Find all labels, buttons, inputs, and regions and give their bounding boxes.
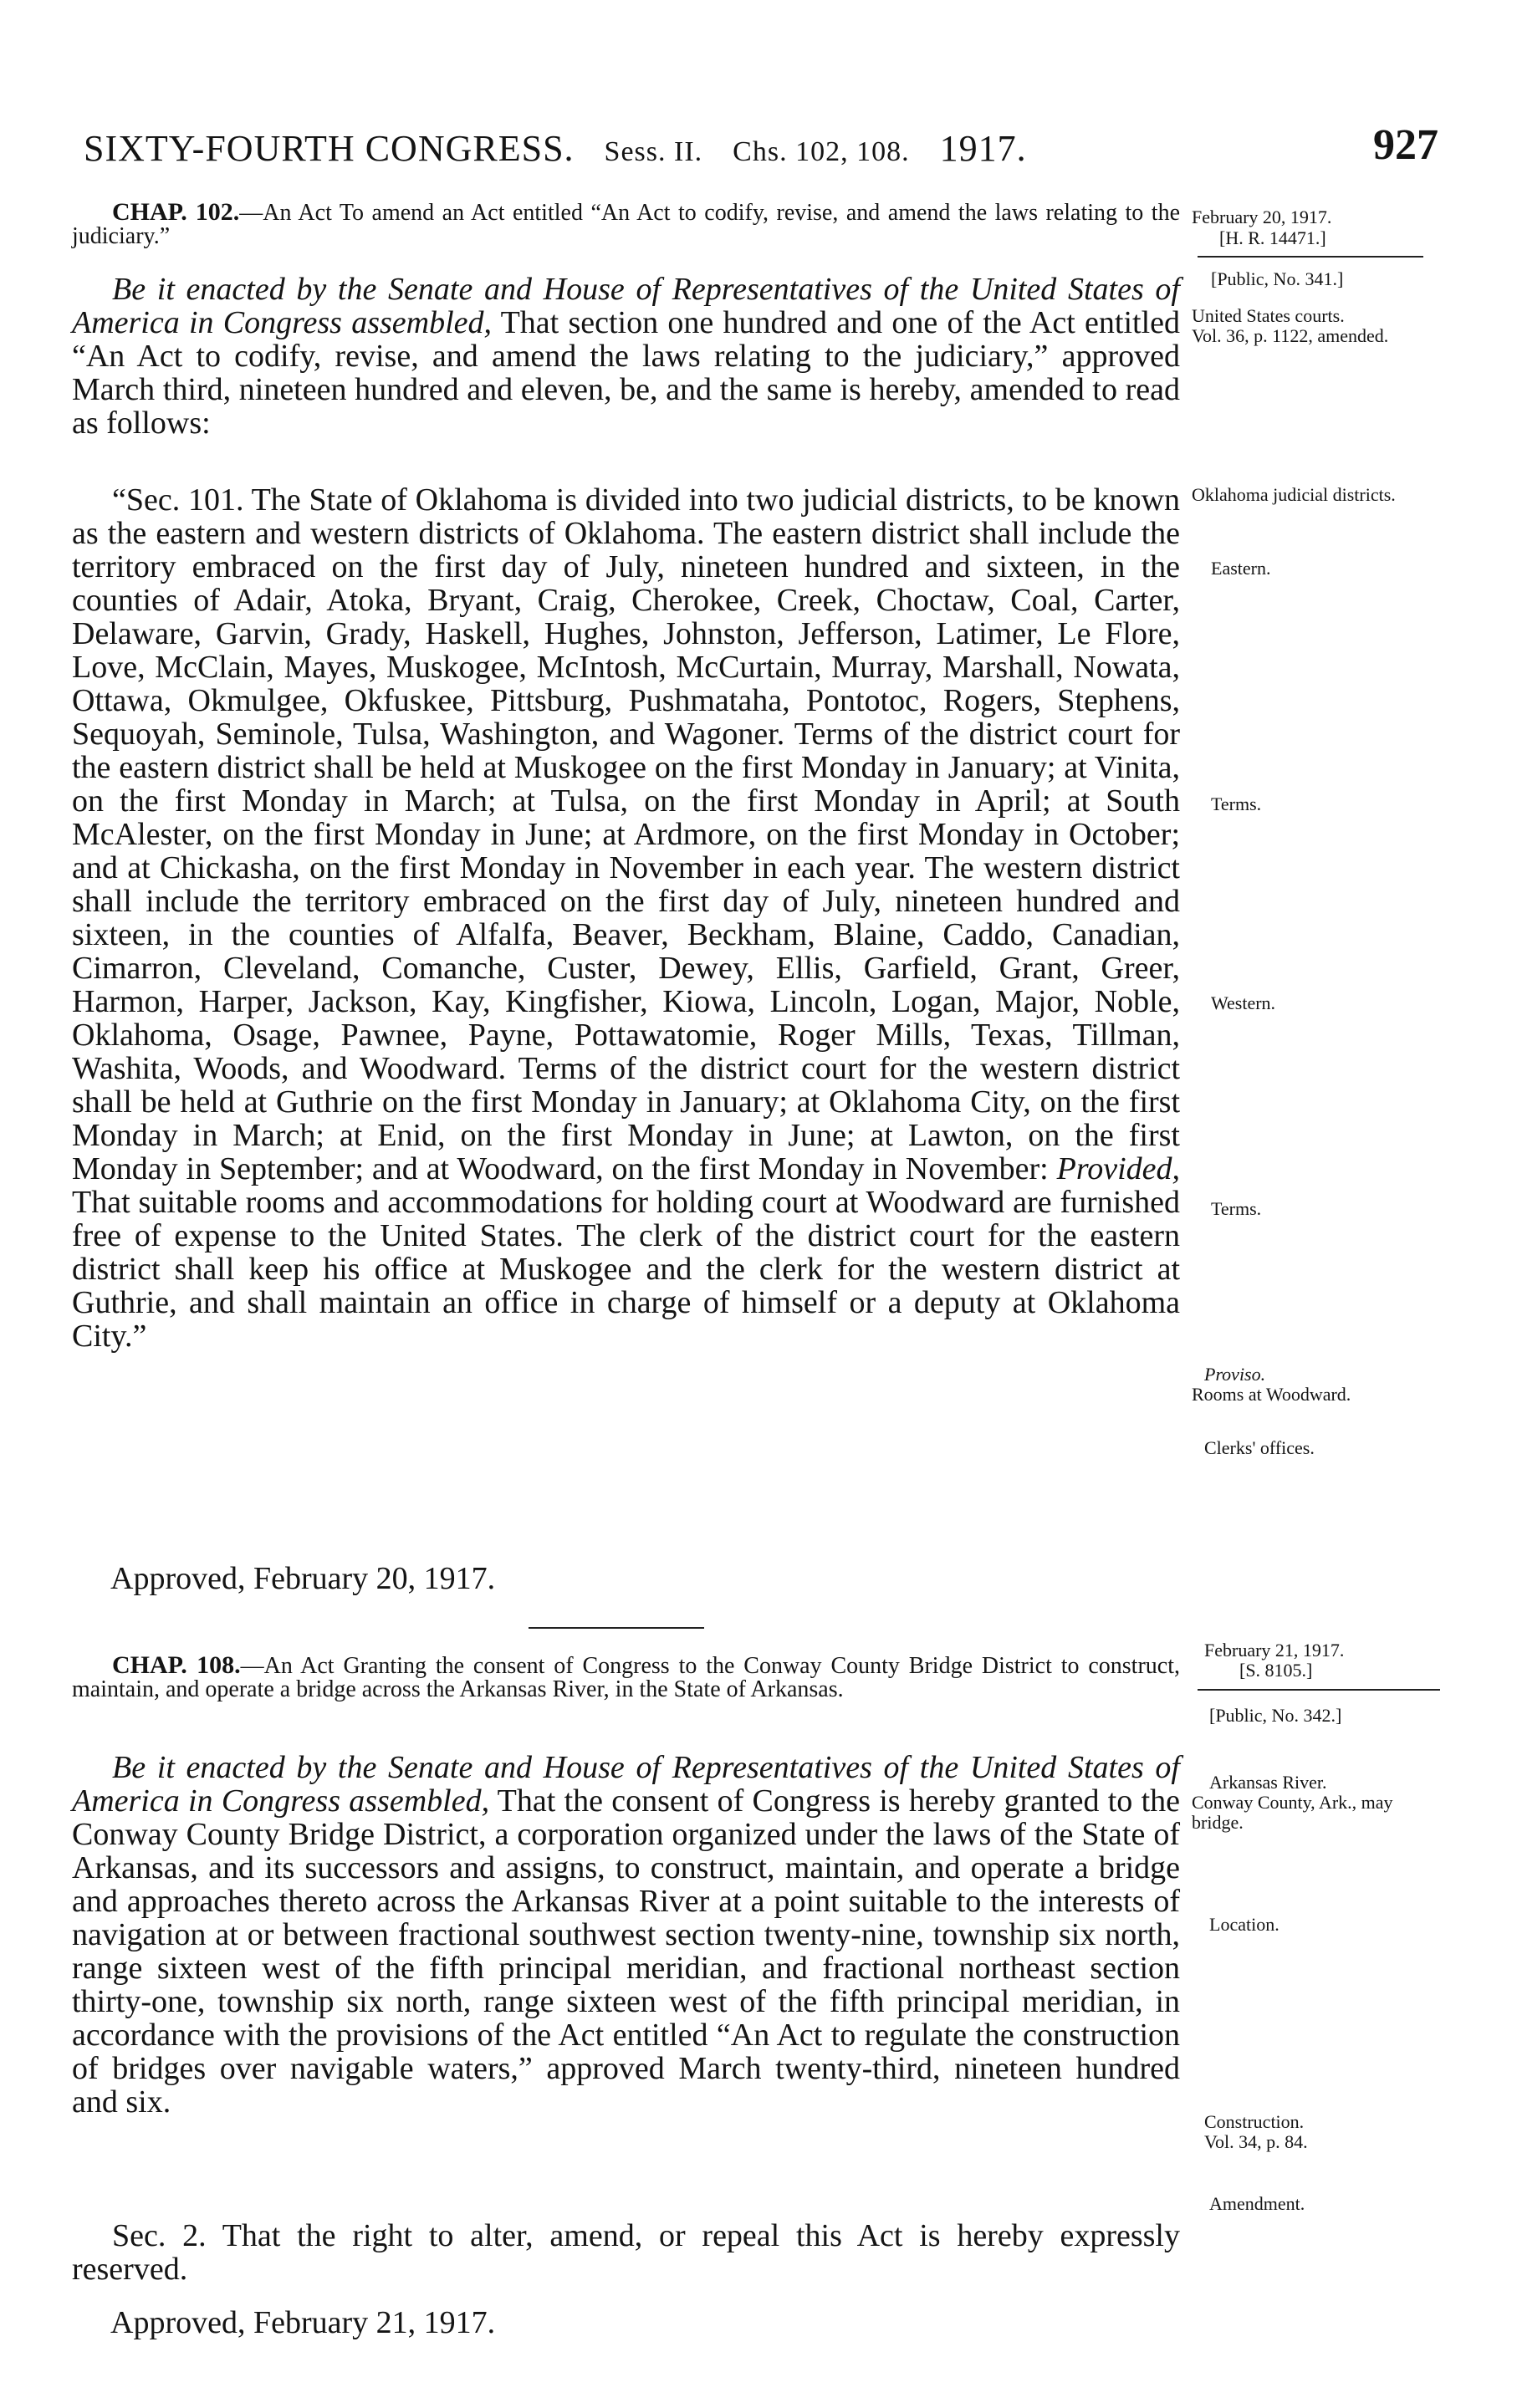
margin-eastern: Eastern. [1211, 558, 1271, 579]
chap102-body-end: That suitable rooms and accommodations for holding court at Woodward are furnished free of expense to the United States. The clerk of the district court for the eastern district shall keep his office at Muskogee and the clerk for the western district at Guthrie, and shall maintain an office in charge of himself or a deputy at Oklahoma City.” [72, 1185, 1180, 1354]
chap102-margin-rule [1198, 256, 1423, 258]
chap102-margin-public: [Public, No. 341.] [1211, 268, 1344, 289]
margin-arkansas-river: Arkansas River. [1209, 1772, 1327, 1793]
margin-terms-1: Terms. [1211, 793, 1262, 814]
margin-construction: Construction. [1204, 2111, 1305, 2132]
running-head-session: Sess. II. [604, 136, 703, 167]
chap108-approved: Approved, February 21, 1917. [110, 2305, 496, 2340]
chap108-margin-date: February 21, 1917. [1204, 1640, 1345, 1661]
chap102-enacting-text: That section one hundred and one of the Act entitled “An Act to codify, revise, and amend the laws relating to the judiciary,” approved March third, nineteen hundred and eleven, be, and the same is hereby, amended to read as follows: [72, 305, 1181, 441]
chap102-margin-bill: [H. R. 14471.] [1219, 227, 1326, 248]
chap108-margin-bill: [S. 8105.] [1239, 1660, 1313, 1681]
margin-united-states-courts: United States courts. [1192, 305, 1345, 326]
chap108-enacting-italic: Be it enacted by the Senate and House of Representatives of the United States of America in Congress assembled, [72, 1750, 1180, 1819]
margin-proviso [1204, 1365, 1463, 1385]
chap108-margin-public: [Public, No. 342.] [1209, 1705, 1342, 1726]
chap102-enacting-italic: Be it enacted by the Senate and House of Representatives of the United States of America in Congress assembled, [72, 272, 1180, 340]
running-head-congress: SIXTY-FOURTH CONGRESS. [84, 128, 575, 169]
margin-terms-2: Terms. [1211, 1198, 1262, 1219]
chap102-enacting-clause [72, 273, 1180, 440]
chap102-label: CHAP. 102. [112, 198, 240, 226]
chap108-margin-rule [1198, 1689, 1440, 1691]
page-number: 927 [1373, 121, 1438, 169]
margin-conway-county: Conway County, Ark., may bridge. [1192, 1792, 1393, 1833]
chap108-label: CHAP. 108. [112, 1651, 241, 1679]
chap108-title-text: —An Act Granting the consent of Congress to the Conway County Bridge District to construct, maintain, and operate a bridge across the Arkansas River, in the State of Arkansas. [72, 1653, 1180, 1702]
margin-clerks-offices: Clerks' offices. [1204, 1437, 1315, 1458]
margin-amendment: Amendment. [1209, 2193, 1305, 2214]
margin-western: Western. [1211, 992, 1276, 1013]
margin-vol36-ref: Vol. 36, p. 1122, amended. [1192, 325, 1389, 346]
margin-oklahoma-districts: Oklahoma judicial districts. [1192, 484, 1396, 505]
chapter-divider [529, 1627, 704, 1629]
running-head-bar [84, 121, 1438, 181]
margin-proviso-text: Proviso. [1204, 1364, 1266, 1385]
chap102-title-text: —An Act To amend an Act entitled “An Act to codify, revise, and amend the laws relating to the judiciary.” [72, 200, 1180, 249]
margin-rooms-woodward: Rooms at Woodward. [1192, 1384, 1351, 1405]
chap102-margin-date: February 20, 1917. [1192, 207, 1332, 227]
chap108-section-2 [72, 2219, 1180, 2286]
running-head-chapters: Chs. 102, 108. [733, 136, 910, 167]
chap102-approved: Approved, February 20, 1917. [110, 1561, 496, 1596]
running-head [84, 127, 1027, 170]
chap102-title [72, 198, 1180, 249]
margin-location: Location. [1209, 1914, 1279, 1935]
chap102-proviso: Provided, [1056, 1151, 1180, 1186]
margin-vol34-ref: Vol. 34, p. 84. [1204, 2131, 1308, 2152]
chap108-title [72, 1651, 1180, 1702]
chap102-body-start: “Sec. 101. The State of Oklahoma is divided into two judicial districts, to be known as the eastern and western districts of Oklahoma. The eastern district shall include the territory embraced on the first day of July, nineteen hundred and sixteen, in the counties of Adair, Atoka, Bryant, Craig, Cherokee, Creek, Choctaw, Coal, Carter, Delaware, Garvin, Grady, Haskell, Hughes, Johnston, Jefferson, Latimer, Le Flore, Love, McClain, Mayes, Muskogee, McIntosh, McCurtain, Murray, Marshall, Nowata, Ottawa, Okmulgee, Okfuskee, Pittsburg, Pushmataha, Pontotoc, Rogers, Stephens, Sequoyah, Seminole, Tulsa, Washington, and Wagoner. Terms of the district court for the eastern district shall be held at Muskogee on the first Monday in January; at Vinita, on the first Monday in March; at Tulsa, on the first Monday in April; at South McAlester, on the first Monday in June; at Ardmore, on the first Monday in October; and at Chickasha, on the first Monday in November in each year. The western district shall include the territory embraced on the first day of July, nineteen hundred and sixteen, in the counties of Alfalfa, Beaver, Beckham, Blaine, Caddo, Canadian, Cimarron, Cleveland, Comanche, Custer, Dewey, Ellis, Garfield, Grant, Greer, Harmon, Harper, Jackson, Kay, Kingfisher, Kiowa, Lincoln, Logan, Major, Noble, Oklahoma, Osage, Pawnee, Payne, Pottawatomie, Roger Mills, Texas, Tillman, Washita, Woods, and Woodward. Terms of the district court for the western district shall be held at Guthrie on the first Monday in January; at Oklahoma City, on the first Monday in March; at Enid, on the first Monday in June; at Lawton, on the first Monday in September; and at Woodward, on the first Monday in November: [72, 482, 1180, 1186]
chap102-section-101 [72, 483, 1180, 1353]
chap108-enacting-clause [72, 1751, 1180, 2119]
chap108-sec2-text: Sec. 2. That the right to alter, amend, or repeal this Act is hereby expressly reserved. [72, 2218, 1180, 2287]
chap108-enacting-text: That the consent of Congress is hereby granted to the Conway County Bridge District, a corporation organized under the laws of the State of Arkansas, and its successors and assigns, to construct, maintain, and operate a bridge and approaches thereto across the Arkansas River at a point suitable to the interests of navigation at or between fractional southwest section twenty-nine, township six north, range sixteen west of the fifth principal meridian, and fractional northeast section thirty-one, township six north, range sixteen west of the fifth principal meridian, in accordance with the provisions of the Act entitled “An Act to regulate the construction of bridges over navigable waters,” approved March twenty-third, nineteen hundred and six. [72, 1783, 1180, 2120]
running-head-year: 1917. [939, 128, 1027, 169]
